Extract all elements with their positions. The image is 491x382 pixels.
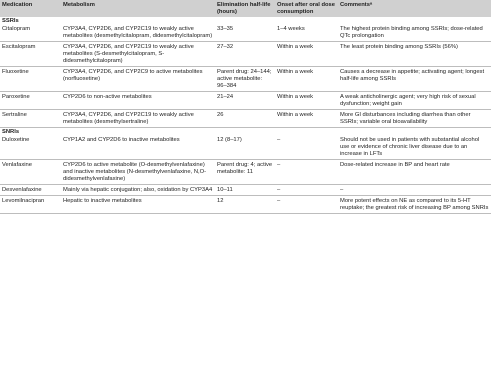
table-row [0, 196, 491, 214]
cell-half-life: 33–35 [215, 25, 275, 42]
cell-medication: Duloxetine [0, 136, 61, 160]
cell-half-life: 27–32 [215, 42, 275, 67]
cell-onset: Within a week [275, 92, 338, 110]
cell-onset: Within a week [275, 110, 338, 128]
header-row [0, 0, 491, 17]
header-medication: Medication [0, 0, 61, 17]
cell-onset: 1–4 weeks [275, 25, 338, 42]
cell-half-life: Parent drug: 4; active metabolite: 11 [215, 160, 275, 185]
cell-half-life: 12 [215, 196, 275, 214]
table-row [0, 110, 491, 128]
cell-metabolism: CYP3A4, CYP2D6, and CYP2C19 to weakly active metabolites (desmethylcitalopram, didesmethylcitalopram) [61, 25, 215, 42]
cell-half-life: 10–11 [215, 185, 275, 196]
header-metabolism: Metabolism [61, 0, 215, 17]
header-half-life: Elimination half-life (hours) [215, 0, 275, 17]
table-row [0, 67, 491, 92]
section-row-ssri [0, 17, 491, 25]
cell-onset: – [275, 185, 338, 196]
cell-metabolism: CYP3A4, CYP2D6, and CYP2C19 to weakly active metabolites (desmethylsertraline) [61, 110, 215, 128]
header-comments: Commentsᵃ [338, 0, 491, 17]
table-row [0, 185, 491, 196]
cell-metabolism: CYP2D6 to non-active metabolites [61, 92, 215, 110]
cell-half-life: Parent drug: 24–144; active metabolite: 96–384 [215, 67, 275, 92]
section-row-snri [0, 128, 491, 137]
cell-comments: The highest protein binding among SSRIs; dose-related QTc prolongation [338, 25, 491, 42]
cell-comments: Should not be used in patients with substantial alcohol use or evidence of chronic liver disease due to an increase in LFTs [338, 136, 491, 160]
header-onset: Onset after oral dose consumption [275, 0, 338, 17]
cell-onset: – [275, 160, 338, 185]
cell-medication: Levomilnacipran [0, 196, 61, 214]
cell-medication: Desvenlafaxine [0, 185, 61, 196]
cell-comments: Dose-related increase in BP and heart rate [338, 160, 491, 185]
cell-medication: Venlafaxine [0, 160, 61, 185]
cell-onset: – [275, 136, 338, 160]
section-label: SSRIs [2, 18, 19, 24]
cell-metabolism: CYP2D6 to active metabolite (O-desmethylvenlafaxine) and inactive metabolites (N-desmethylvenlafaxine, N,O-didesmethylvenlafaxine) [61, 160, 215, 185]
cell-medication: Escitalopram [0, 42, 61, 67]
cell-comments: The least protein binding among SSRIs (56%) [338, 42, 491, 67]
cell-half-life: 12 (8–17) [215, 136, 275, 160]
cell-comments: More potent effects on NE as compared to its 5-HT reuptake; the greatest risk of increasing BP among SNRIs [338, 196, 491, 214]
cell-metabolism: Hepatic to inactive metabolites [61, 196, 215, 214]
table-row [0, 25, 491, 42]
table-header [0, 0, 491, 17]
table-body [0, 17, 491, 214]
cell-metabolism: CYP3A4, CYP2D6, and CYP2C9 to active metabolites (norfluoxetine) [61, 67, 215, 92]
cell-onset: Within a week [275, 42, 338, 67]
table-row [0, 136, 491, 160]
cell-comments: Causes a decrease in appetite; activating agent; longest half-life among SSRIs [338, 67, 491, 92]
cell-onset: – [275, 196, 338, 214]
cell-metabolism: CYP1A2 and CYP2D6 to inactive metabolites [61, 136, 215, 160]
cell-comments: More GI disturbances including diarrhea than other SSRIs; variable oral bioavailability [338, 110, 491, 128]
cell-half-life: 26 [215, 110, 275, 128]
cell-medication: Sertraline [0, 110, 61, 128]
cell-onset: Within a week [275, 67, 338, 92]
cell-half-life: 21–24 [215, 92, 275, 110]
cell-comments: A weak anticholinergic agent; very high risk of sexual dysfunction; weight gain [338, 92, 491, 110]
cell-medication: Paroxetine [0, 92, 61, 110]
cell-metabolism: CYP3A4, CYP2D6, and CYP2C19 to weakly active metabolites (S-desmethylcitalopram, S-didesmethylcitalopram) [61, 42, 215, 67]
section-label: SNRIs [2, 129, 20, 135]
table-row [0, 160, 491, 185]
cell-medication: Fluoxetine [0, 67, 61, 92]
cell-metabolism: Mainly via hepatic conjugation; also, oxidation by CYP3A4 [61, 185, 215, 196]
table-row [0, 92, 491, 110]
cell-medication: Citalopram [0, 25, 61, 42]
table-row [0, 42, 491, 67]
cell-comments: – [338, 185, 491, 196]
